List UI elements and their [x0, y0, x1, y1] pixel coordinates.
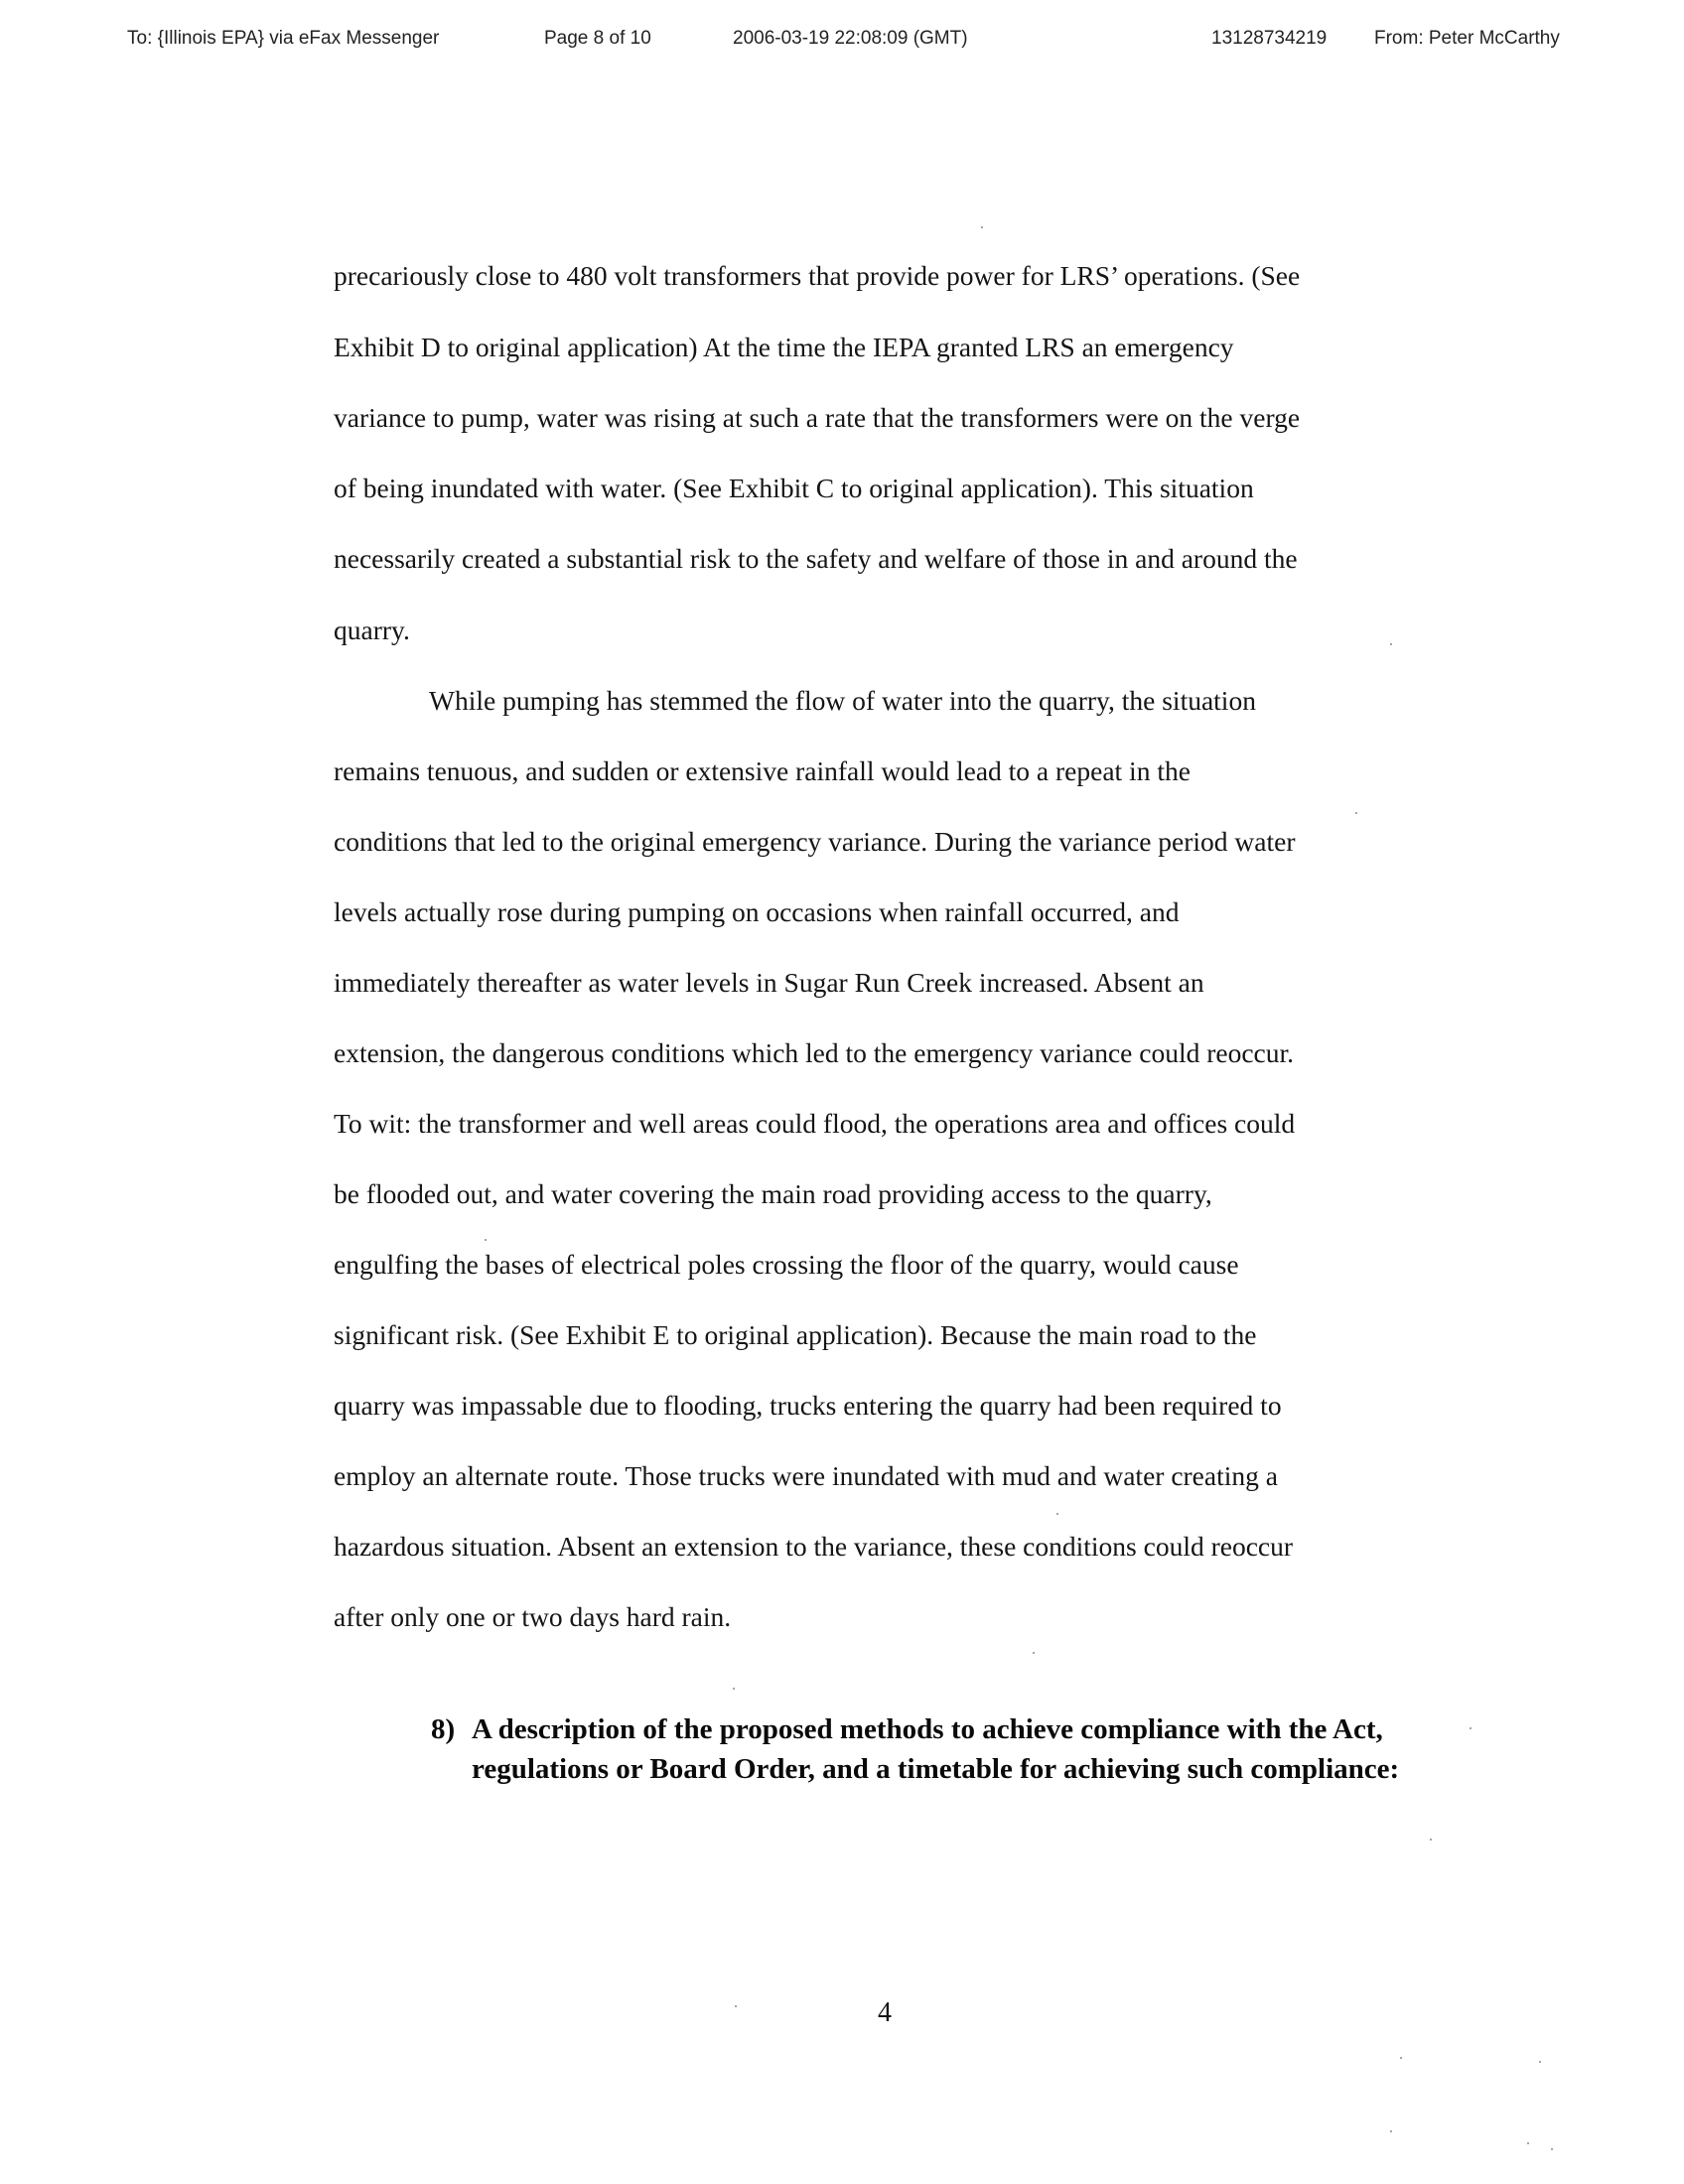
- body-text: [334, 260, 1438, 1650]
- scan-speck: [1355, 812, 1357, 814]
- scan-speck: [1400, 2057, 1402, 2059]
- fax-phone-number: 13128734219: [1211, 28, 1328, 49]
- body-line: While pumping has stemmed the flow of water into the quarry, the situation: [429, 685, 1256, 716]
- body-line: significant risk. (See Exhibit E to original application). Because the main road to the: [334, 1319, 1257, 1350]
- body-line: Exhibit D to original application) At the time the IEPA granted LRS an emergency: [334, 332, 1234, 362]
- section-number: 8): [431, 1713, 456, 1745]
- body-line: immediately thereafter as water levels in Sugar Run Creek increased. Absent an: [334, 967, 1204, 998]
- body-line: employ an alternate route. Those trucks were inundated with mud and water creating a: [334, 1460, 1278, 1491]
- scan-speck: [1390, 2130, 1392, 2132]
- body-line: precariously close to 480 volt transformers that provide power for LRS’ operations. (See: [334, 260, 1301, 291]
- fax-header: [127, 28, 1597, 58]
- body-line: levels actually rose during pumping on occasions when rainfall occurred, and: [334, 896, 1180, 927]
- body-line: quarry.: [334, 614, 410, 645]
- scan-speck: [981, 226, 983, 228]
- scan-speck: [735, 2005, 737, 2007]
- body-line: of being inundated with water. (See Exhibit C to original application). This situation: [334, 473, 1254, 503]
- fax-page-count: Page 8 of 10: [544, 28, 651, 49]
- fax-recipient: To: {Illinois EPA} via eFax Messenger: [127, 28, 440, 49]
- scan-speck: [1430, 1839, 1432, 1841]
- scan-speck: [1390, 643, 1392, 645]
- body-line: hazardous situation. Absent an extension to the variance, these conditions could reoccur: [334, 1531, 1294, 1562]
- scan-speck: [485, 1239, 487, 1241]
- fax-timestamp: 2006-03-19 22:08:09 (GMT): [733, 28, 968, 49]
- page-number: 4: [878, 1997, 892, 2028]
- fax-sender: From: Peter McCarthy: [1374, 28, 1560, 49]
- scan-speck: [1056, 1513, 1058, 1515]
- body-line: necessarily created a substantial risk to the safety and welfare of those in and around the: [334, 543, 1298, 574]
- body-line: be flooded out, and water covering the main road providing access to the quarry,: [334, 1178, 1212, 1209]
- scan-speck: [1470, 1727, 1472, 1729]
- body-line: To wit: the transformer and well areas could flood, the operations area and offices could: [334, 1108, 1296, 1139]
- body-line: quarry was impassable due to flooding, trucks entering the quarry had been required to: [334, 1390, 1282, 1421]
- body-line: conditions that led to the original emergency variance. During the variance period water: [334, 826, 1296, 857]
- body-line: remains tenuous, and sudden or extensive rainfall would lead to a repeat in the: [334, 755, 1191, 786]
- scan-speck: [1033, 1652, 1035, 1654]
- scan-speck: [1527, 2142, 1529, 2144]
- body-line: engulfing the bases of electrical poles crossing the floor of the quarry, would cause: [334, 1249, 1239, 1280]
- scan-speck: [1539, 2061, 1541, 2063]
- body-line: variance to pump, water was rising at such a rate that the transformers were on the verge: [334, 402, 1301, 433]
- body-line: extension, the dangerous conditions which led to the emergency variance could reoccur.: [334, 1037, 1295, 1068]
- body-line: after only one or two days hard rain.: [334, 1601, 732, 1632]
- scan-speck: [733, 1688, 735, 1690]
- section-heading-text: A description of the proposed methods to achieve compliance with the Act, regulations or Board Order, and a timetable for achieving such compliance:: [472, 1713, 1400, 1785]
- scan-speck: [1551, 2148, 1553, 2150]
